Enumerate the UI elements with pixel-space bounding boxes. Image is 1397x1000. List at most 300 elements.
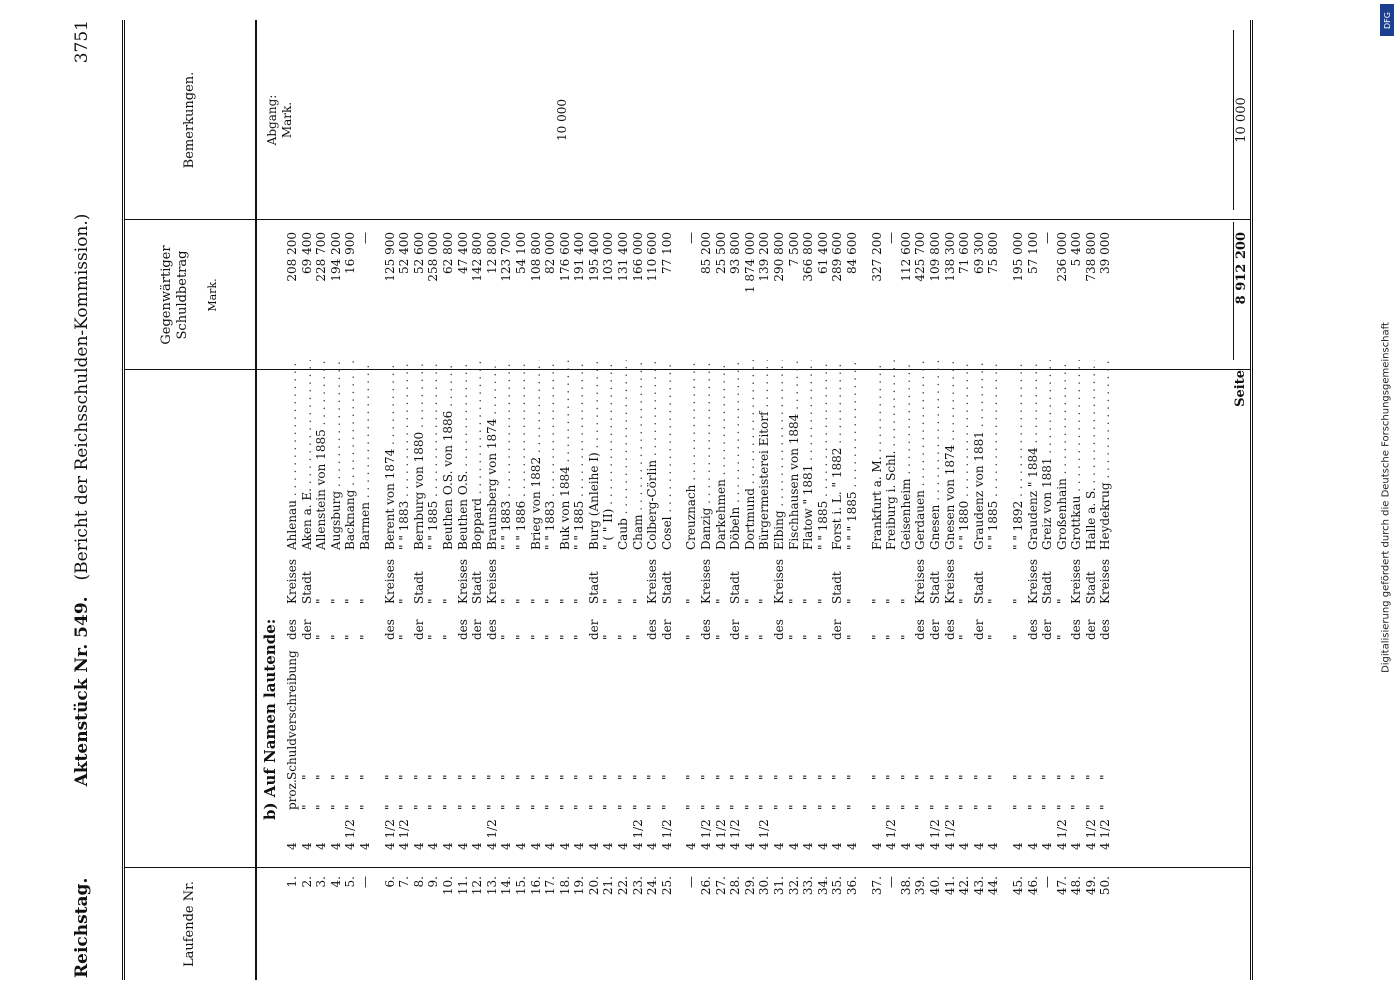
row-kind: " [357,598,372,604]
row-type: " [971,774,986,780]
row-name: Großenhain . . . [1054,330,1069,550]
table-row [1069,20,1084,980]
table-row [986,20,1001,980]
row-amount: — [884,222,899,360]
row-number: 42. [956,876,971,896]
row-kind: Stadt [411,571,426,604]
debt-table [122,20,1253,980]
summary-total: 8 912 200 [1233,222,1249,360]
row-name: Graudenz " 1884 . . . [1025,330,1040,550]
table-row [601,20,616,980]
row-unit: " [586,804,601,810]
row-name: Dortmund . . . [742,330,757,550]
row-type: " [898,774,913,780]
table-row [586,20,601,980]
row-number: 13. [484,876,499,896]
row-amount: 139 200 [757,222,772,360]
row-rate: 4 [513,842,528,850]
row-article: " [425,634,440,640]
row-amount: 108 800 [528,222,543,360]
row-unit: " [844,804,859,810]
row-type: " [484,774,499,780]
row-kind: " [396,598,411,604]
row-kind: " [600,598,615,604]
row-unit: " [557,804,572,810]
row-type: " [942,774,957,780]
row-name: Aken a. E. . . . [299,330,314,550]
row-unit: " [571,804,586,810]
table-row [927,20,942,980]
row-amount: 191 400 [572,222,587,360]
row-article: der [659,619,674,640]
row-kind: Kreises [1025,558,1039,604]
page-header [62,20,102,980]
row-rate: 4 1/2 [756,819,771,850]
row-rate: 4 1/2 [382,819,397,850]
row-kind: " [1054,598,1069,604]
row-type: " [844,774,859,780]
row-rate: 4 [284,842,299,850]
row-number: 4. [328,876,343,888]
row-unit: " [455,804,470,810]
table-rows [285,20,1113,980]
row-name: Forst i. L. " 1882 . . . [830,330,845,550]
row-number: 46. [1025,876,1039,896]
row-rate: 4 [829,842,844,850]
row-kind: " [1010,598,1025,604]
row-name: Grottkau . . . [1069,330,1084,550]
page-number: 3751 [71,20,92,64]
row-article: " [557,634,572,640]
row-rate: 4 [411,842,426,850]
row-unit: " [883,804,898,810]
table-row [728,20,743,980]
row-rate: 4 1/2 [1054,819,1069,850]
row-name: " " 1885 . . . [986,330,1001,550]
row-amount: — [357,222,372,360]
row-unit: " [742,804,757,810]
row-number: 30. [756,876,771,896]
row-type: " [425,774,440,780]
row-type: " [985,774,1000,780]
row-rate: 4 1/2 [713,819,728,850]
row-kind: " [542,598,557,604]
table-row [528,20,543,980]
row-type: " [927,774,942,780]
row-unit: " [912,804,927,810]
header-title [72,20,92,980]
row-article: " [630,634,645,640]
row-article: des [942,619,957,640]
row-type: " [299,774,314,780]
table-row [616,20,631,980]
row-type: " [883,774,898,780]
row-article: des [484,619,499,640]
row-type: " [600,774,615,780]
row-number: 16. [528,876,542,896]
row-article: " [313,634,328,640]
row-name: Colberg-Cörlin . . . [645,330,660,550]
header-remarks: Bemerkungen. [181,71,197,169]
row-amount: 69 300 [971,222,986,360]
row-number: 17. [542,876,557,896]
row-number: 7. [396,876,411,888]
row-rate: 4 [898,842,913,850]
table-row [830,20,845,980]
row-article: des [644,619,659,640]
table-row [772,20,787,980]
row-kind: " [786,598,801,604]
row-kind: Kreises [1068,558,1083,604]
row-rate: 4 [328,842,343,850]
row-name: Elbing . . . [772,330,787,550]
row-number: — [1039,876,1054,888]
row-unit: " [382,804,397,810]
row-article: " [1054,634,1069,640]
row-type: " [756,774,771,780]
row-amount: 195 400 [586,222,601,360]
row-amount: 85 200 [699,222,714,360]
remark-heading-2: Mark. [279,101,294,139]
row-unit: " [615,804,630,810]
row-unit: " [498,804,513,810]
row-name: Gerdauen . . . [913,330,928,550]
row-article: " [600,634,615,640]
row-number: 49. [1083,876,1098,896]
row-name: " " 1886 . . . [513,330,528,550]
row-number: 6. [382,876,397,888]
row-number: 19. [571,876,586,896]
row-kind: " [440,598,455,604]
table-row [713,20,728,980]
row-unit: " [942,804,957,810]
row-amount: 54 100 [513,222,528,360]
row-rate: 4 [498,842,513,850]
row-kind: Stadt [1083,571,1098,604]
row-unit: " [357,804,372,810]
row-number: 25. [659,876,674,896]
row-rate: 4 [971,842,986,850]
row-unit: " [659,804,674,810]
row-kind: Kreises [912,558,927,604]
table-row [1083,20,1098,980]
row-unit: " [713,804,728,810]
row-unit: " [528,804,542,810]
row-rate: 4 [299,842,314,850]
row-name: Gnesen von 1874 . . . [942,330,957,550]
row-kind: " [815,598,830,604]
table-row [957,20,972,980]
row-amount: 62 800 [440,222,455,360]
header-amount-line2: Schuldbetrag [174,250,190,340]
row-name: Darkehmen . . . [713,330,728,550]
table-row [440,20,455,980]
table-row [455,20,470,980]
row-number: 44. [985,876,1000,896]
row-type: " [698,774,713,780]
row-name: Freiburg i. Schl. . . . [884,330,899,550]
row-number: 8. [411,876,426,888]
row-unit: " [299,804,314,810]
row-name: Cosel . . . [659,330,674,550]
row-type: " [396,774,411,780]
row-rate: 4 1/2 [659,819,674,850]
header-title-sub: (Bericht der Reichsschulden-Kommission.) [71,213,92,581]
row-number: 39. [912,876,927,896]
row-number: — [883,876,898,888]
table-row [499,20,514,980]
row-unit: " [600,804,615,810]
row-amount: 12 800 [484,222,499,360]
row-article: des [1068,619,1083,640]
row-rate: 4 [425,842,440,850]
row-rate: 4 [357,842,372,850]
row-number: 43. [971,876,986,896]
row-type: " [869,774,884,780]
row-article: des [382,619,397,640]
row-name: Creuznach . . . [684,330,699,550]
row-type: " [683,774,698,780]
row-amount: 366 800 [801,222,816,360]
row-kind: " [713,598,728,604]
row-rate: 4 1/2 [396,819,411,850]
row-type: " [469,774,484,780]
row-number: 9. [425,876,440,888]
row-unit: " [698,804,713,810]
row-rate: 4 [440,842,455,850]
row-number: 45. [1010,876,1025,896]
row-type: " [771,774,786,780]
row-number: 18. [557,876,572,896]
row-name: Backnang . . . [343,330,358,550]
row-kind: " [528,598,542,604]
header-number: Laufende Nr. [181,880,197,968]
row-type: Schuldverschreibung [284,650,299,780]
row-rate: 4 [469,842,484,850]
row-amount: 290 800 [772,222,787,360]
row-number: — [683,876,698,888]
header-amount-unit: Mark. [205,278,219,312]
table-row [645,20,660,980]
row-type: " [542,774,557,780]
row-rate: 4 [844,842,859,850]
row-unit: " [396,804,411,810]
row-name: Berent von 1874 . . . [382,330,397,550]
row-kind: Stadt [971,571,986,604]
row-unit: " [469,804,484,810]
row-name: Frankfurt a. M. . . . [869,330,884,550]
row-kind: Stadt [1039,571,1054,604]
row-type: " [815,774,830,780]
row-unit: " [800,804,815,810]
row-article: " [985,634,1000,640]
table-row [314,20,329,980]
row-name: Danzig . . . [699,330,714,550]
row-number: 22. [615,876,630,896]
row-unit: " [786,804,801,810]
row-article: " [883,634,898,640]
row-unit: " [815,804,830,810]
row-name: " " 1883 . . . [543,330,558,550]
row-rate: 4 [869,842,884,850]
row-name: Geisenheim . . . [898,330,913,550]
table-row [299,20,314,980]
row-kind: " [742,598,757,604]
row-article: " [786,634,801,640]
row-amount: 103 000 [601,222,616,360]
table-row [1098,20,1113,980]
row-article: des [771,619,786,640]
row-amount: 69 400 [299,222,314,360]
row-unit: " [513,804,528,810]
row-amount: 228 700 [314,222,329,360]
row-number: 5. [342,876,357,888]
table-row [572,20,587,980]
row-kind: Stadt [829,571,844,604]
row-type: " [659,774,674,780]
table-row [343,20,358,980]
row-name: Beuthen O.S. von 1886 . . . [440,330,455,550]
row-amount: 84 600 [844,222,859,360]
row-name: Bernburg von 1880 . . . [411,330,426,550]
row-name: Gnesen . . . [927,330,942,550]
row-type: " [800,774,815,780]
row-kind: Kreises [698,558,713,604]
row-article: " [800,634,815,640]
row-number: 37. [869,876,884,896]
row-rate: 4 [615,842,630,850]
row-rate: 4 [1039,842,1054,850]
row-number: 2. [299,876,314,888]
row-number: 20. [586,876,601,896]
row-amount: 1 874 000 [742,222,757,360]
row-name: " ( " II) . . . [601,330,616,550]
row-amount: 25 500 [713,222,728,360]
row-kind: Kreises [382,558,397,604]
row-type: " [357,774,372,780]
row-amount: 77 100 [659,222,674,360]
row-rate: 4 1/2 [698,819,713,850]
row-rate: 4 [571,842,586,850]
row-amount: 142 800 [470,222,485,360]
header-left: Reichstag. [71,877,92,978]
row-article: " [713,634,728,640]
row-rate: 4 1/2 [1097,819,1112,850]
table-row [630,20,645,980]
row-unit: " [927,804,942,810]
row-amount: 138 300 [942,222,957,360]
row-kind: " [898,598,913,604]
remark-heading-1: Abgang: [264,94,279,146]
row-unit: " [1054,804,1069,810]
row-unit: " [1083,804,1098,810]
row-amount: 236 000 [1054,222,1069,360]
row-type: " [313,774,328,780]
table-row [426,20,441,980]
row-rate: 4 [771,842,786,850]
header-title-main: Aktenstück Nr. 549. [71,596,92,787]
row-name: Caub . . . [616,330,631,550]
row-article: der [727,619,742,640]
row-number: 15. [513,876,528,896]
row-number: 35. [829,876,844,896]
row-article: des [284,619,299,640]
row-rate: 4 1/2 [927,819,942,850]
row-amount: 109 800 [927,222,942,360]
row-article: " [498,634,513,640]
row-type: " [528,774,542,780]
row-name: Barmen . . . [357,330,372,550]
table-row [470,20,485,980]
row-article: " [571,634,586,640]
row-article: " [1010,634,1025,640]
row-name: " " " 1885 . . . [844,330,859,550]
row-amount: 57 100 [1025,222,1040,360]
row-article: " [615,634,630,640]
row-name: Halle a. S. . . . [1083,330,1098,550]
row-spacer [674,20,684,980]
row-article: der [829,619,844,640]
row-number: 3. [313,876,328,888]
row-amount: 166 000 [630,222,645,360]
row-type: " [498,774,513,780]
row-type: " [513,774,528,780]
row-kind: " [513,598,528,604]
row-unit: " [1097,804,1112,810]
row-number: 14. [498,876,513,896]
table-row [1025,20,1040,980]
row-number: 38. [898,876,913,896]
row-name: Greiz von 1881 . . . [1040,330,1055,550]
row-article: " [844,634,859,640]
row-article: " [396,634,411,640]
row-name: " " 1885 . . . [426,330,441,550]
row-amount: 52 400 [397,222,412,360]
row-number: — [357,876,372,888]
row-article: " [542,634,557,640]
table-row [757,20,772,980]
row-type: " [1025,774,1039,780]
row-kind: " [615,598,630,604]
row-unit: " [1039,804,1054,810]
table-row [869,20,884,980]
row-kind: Kreises [284,558,299,604]
row-name: Allenstein von 1885 . . . [314,330,329,550]
row-number: 1. [284,876,299,888]
table-row [513,20,528,980]
row-amount: 289 600 [830,222,845,360]
row-kind: Kreises [942,558,957,604]
column-headers [125,20,257,980]
row-type: " [742,774,757,780]
row-rate: 4 [683,842,698,850]
row-article: der [1083,619,1098,640]
row-unit: " [644,804,659,810]
row-article: " [956,634,971,640]
table-row [942,20,957,980]
row-article: " [528,634,542,640]
summary-remark-total: 10 000 [1233,30,1249,210]
row-rate: 4 [528,842,542,850]
row-kind: Stadt [469,571,484,604]
row-amount: 131 400 [616,222,631,360]
row-rate: 4 [557,842,572,850]
row-amount: 75 800 [986,222,1001,360]
row-amount: 110 600 [645,222,660,360]
row-number: 26. [698,876,713,896]
row-amount: — [684,222,699,360]
row-name: Buk von 1884 . . . [557,330,572,550]
